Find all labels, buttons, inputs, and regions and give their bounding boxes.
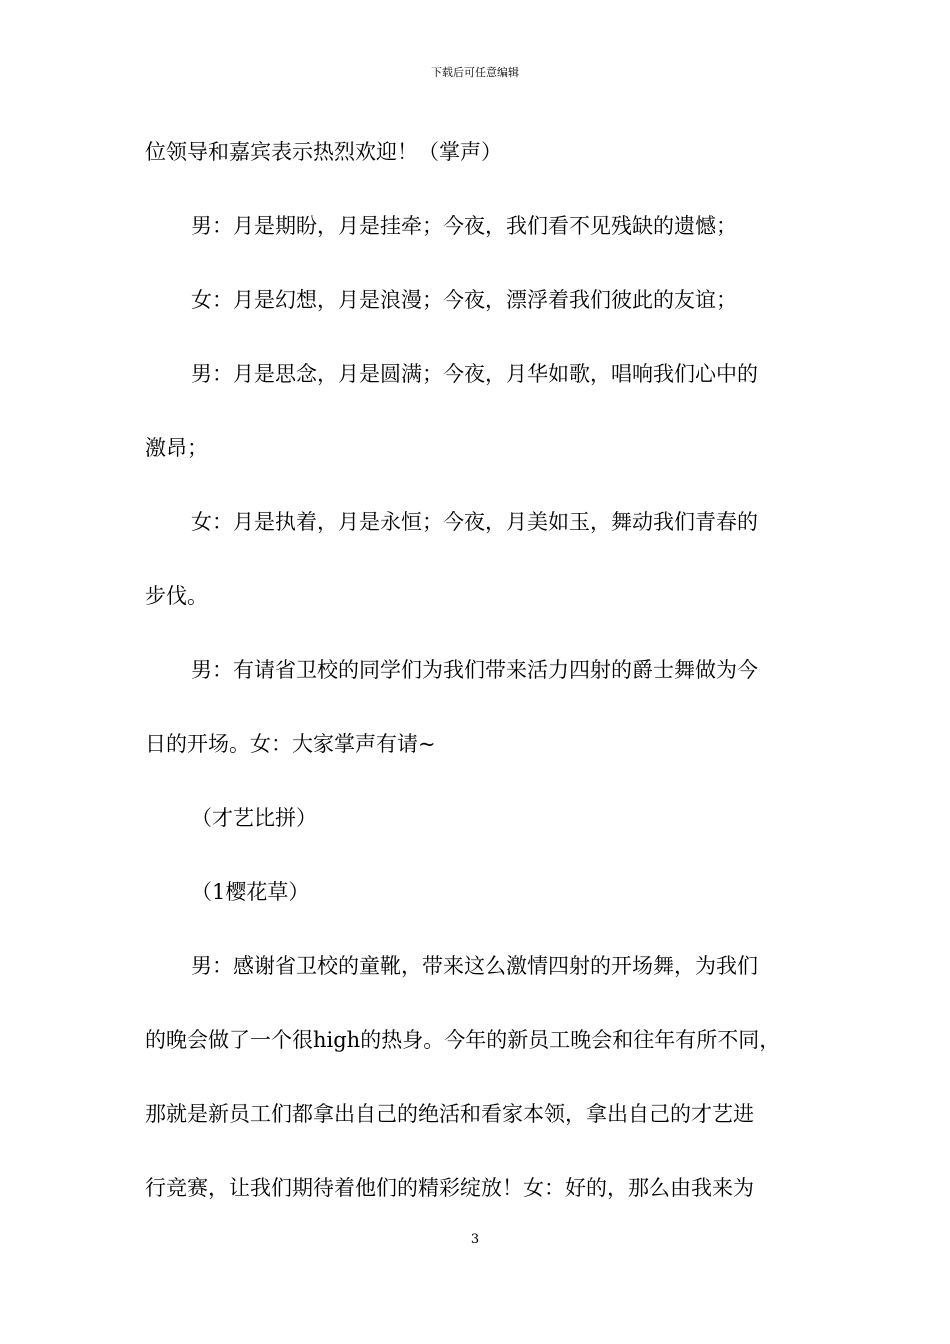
paragraph-line: 男：感谢省卫校的童靴，带来这么激情四射的开场舞，为我们 <box>191 954 758 978</box>
paragraph-line: 女：月是执着，月是永恒；今夜，月美如玉，舞动我们青春的 <box>191 510 758 534</box>
paragraph-line: 男：有请省卫校的同学们为我们带来活力四射的爵士舞做为今 <box>191 658 758 682</box>
document-body <box>145 130 815 1240</box>
paragraph-line: 男：月是期盼，月是挂牵；今夜，我们看不见残缺的遗憾； <box>191 214 737 238</box>
paragraph-line: 日的开场。女：大家掌声有请~ <box>145 732 436 756</box>
paragraph-line: （才艺比拼） <box>191 806 317 830</box>
paragraph-line: 步伐。 <box>145 584 208 608</box>
paragraph-line: 行竞赛，让我们期待着他们的精彩绽放！女：好的，那么由我来为 <box>145 1176 754 1200</box>
paragraph-line: 那就是新员工们都拿出自己的绝活和看家本领，拿出自己的才艺进 <box>145 1102 754 1126</box>
paragraph-line: 男：月是思念，月是圆满；今夜，月华如歌，唱响我们心中的 <box>191 362 758 386</box>
paragraph-line: 的晚会做了一个很high的热身。今年的新员工晚会和往年有所不同， <box>145 1028 781 1052</box>
paragraph-line: 位领导和嘉宾表示热烈欢迎！（掌声） <box>145 140 502 164</box>
paragraph-line: （1樱花草） <box>191 880 310 904</box>
paragraph-line: 激昂； <box>145 436 208 460</box>
page-number: 3 <box>470 1232 480 1247</box>
page-header: 下载后可任意编辑 <box>431 66 519 79</box>
paragraph-line: 女：月是幻想，月是浪漫；今夜，漂浮着我们彼此的友谊； <box>191 288 737 312</box>
